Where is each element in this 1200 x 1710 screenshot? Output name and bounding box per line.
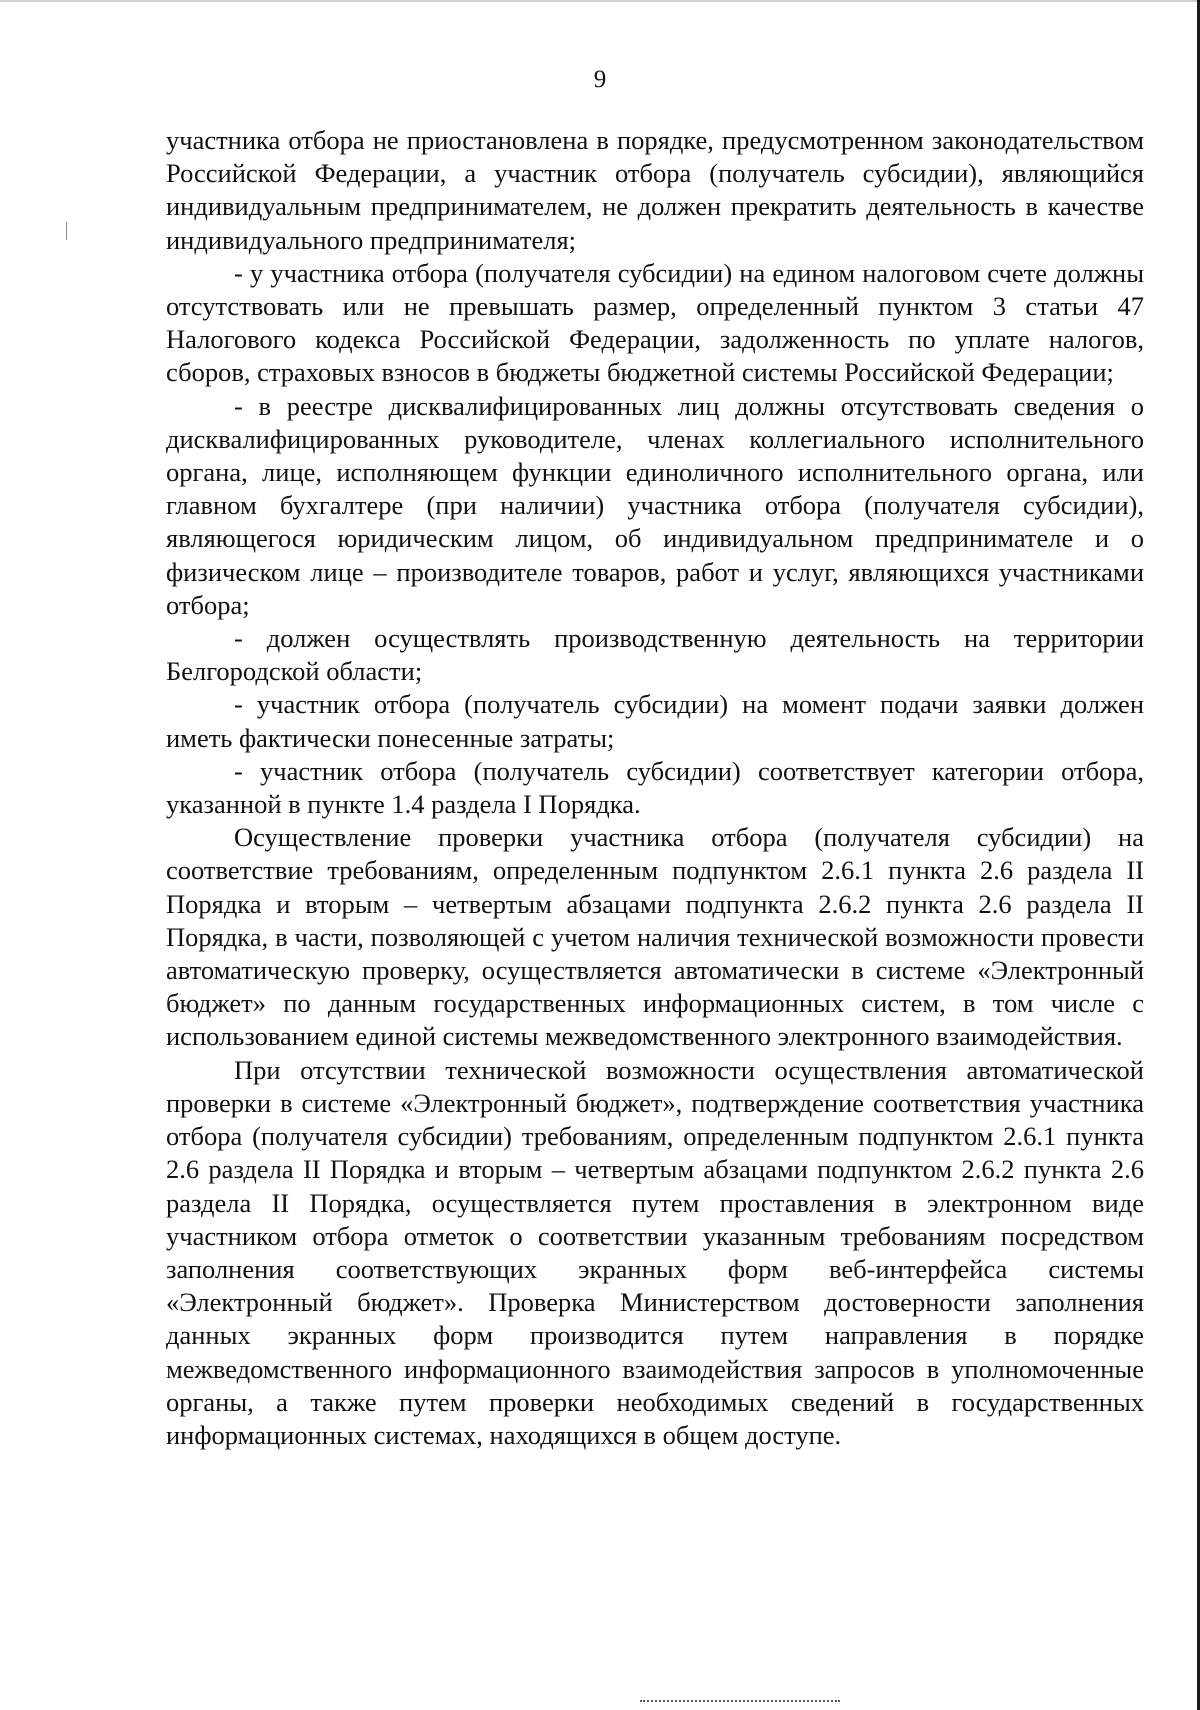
- paragraph-incurred-costs: - участник отбора (получатель субсидии) на момент подачи заявки должен иметь фактически понесенные затраты;: [166, 689, 1144, 753]
- scan-bottom-marks: [640, 1700, 840, 1704]
- body-text: [166, 124, 1144, 1452]
- margin-mark: [66, 222, 67, 240]
- scan-top-edge: [0, 0, 1200, 2]
- paragraph-manual-check: При отсутствии технической возможности осуществления автоматической проверки в системе «Электронный бюджет», подтверждение соответствия участника отбора (получателя субсидии) требованиям, определенным подпунктом 2.6.1 пункта 2.6 раздела II Порядка и вторым – четвертым абзацами подпунктом 2.6.2 пункта 2.6 раздела II Порядка, осуществляется путем проставления в электронном виде участником отбора отметок о соответствии указанным требованиям посредством заполнения соответствующих экранных форм веб-интерфейса системы «Электронный бюджет». Проверка Министерством достоверности заполнения данных экранных форм производится путем направления в порядке межведомственного информационного взаимодействия запросов в уполномоченные органы, а также путем проверки необходимых сведений в государственных информационных системах, находящихся в общем доступе.: [166, 1054, 1144, 1450]
- page-number: 9: [593, 66, 607, 93]
- paragraph-tax-debt: - у участника отбора (получателя субсидии) на едином налоговом счете должны отсутствовать или не превышать размер, определенный пунктом 3 статьи 47 Налогового кодекса Российской Федерации, задолженность по уплате налогов, сборов, страховых взносов в бюджеты бюджетной системы Российской Федерации;: [166, 257, 1144, 388]
- paragraph-automatic-check: Осуществление проверки участника отбора (получателя субсидии) на соответствие требованиям, определенным подпунктом 2.6.1 пункта 2.6 раздела II Порядка и вторым – четвертым абзацами подпункта 2.6.2 пункта 2.6 раздела II Порядка, в части, позволяющей с учетом наличия технической возможности провести автоматическую проверку, осуществляется автоматически в системе «Электронный бюджет» по данным государственных информационных систем, в том числе с использованием единой системы межведомственного электронного взаимодействия.: [166, 822, 1144, 1052]
- paragraph-belgorod-activity: - должен осуществлять производственную деятельность на территории Белгородской области;: [166, 623, 1144, 687]
- paragraph-disqualified-registry: - в реестре дисквалифицированных лиц должны отсутствовать сведения о дисквалифицированных руководителе, членах коллегиального исполнительного органа, лице, исполняющем функции единоличного исполнительного органа, или главном бухгалтере (при наличии) участника отбора (получателя субсидии), являющегося юридическим лицом, об индивидуальном предпринимателе и о физическом лице – производителе товаров, работ и услуг, являющихся участниками отбора;: [166, 390, 1144, 620]
- paragraph-continuation: участника отбора не приостановлена в порядке, предусмотренном законодательством Российской Федерации, а участник отбора (получатель субсидии), являющийся индивидуальным предпринимателем, не должен прекратить деятельность в качестве индивидуального предпринимателя;: [166, 125, 1144, 255]
- paragraph-selection-category: - участник отбора (получатель субсидии) соответствует категории отбора, указанной в пункте 1.4 раздела I Порядка.: [166, 755, 1144, 820]
